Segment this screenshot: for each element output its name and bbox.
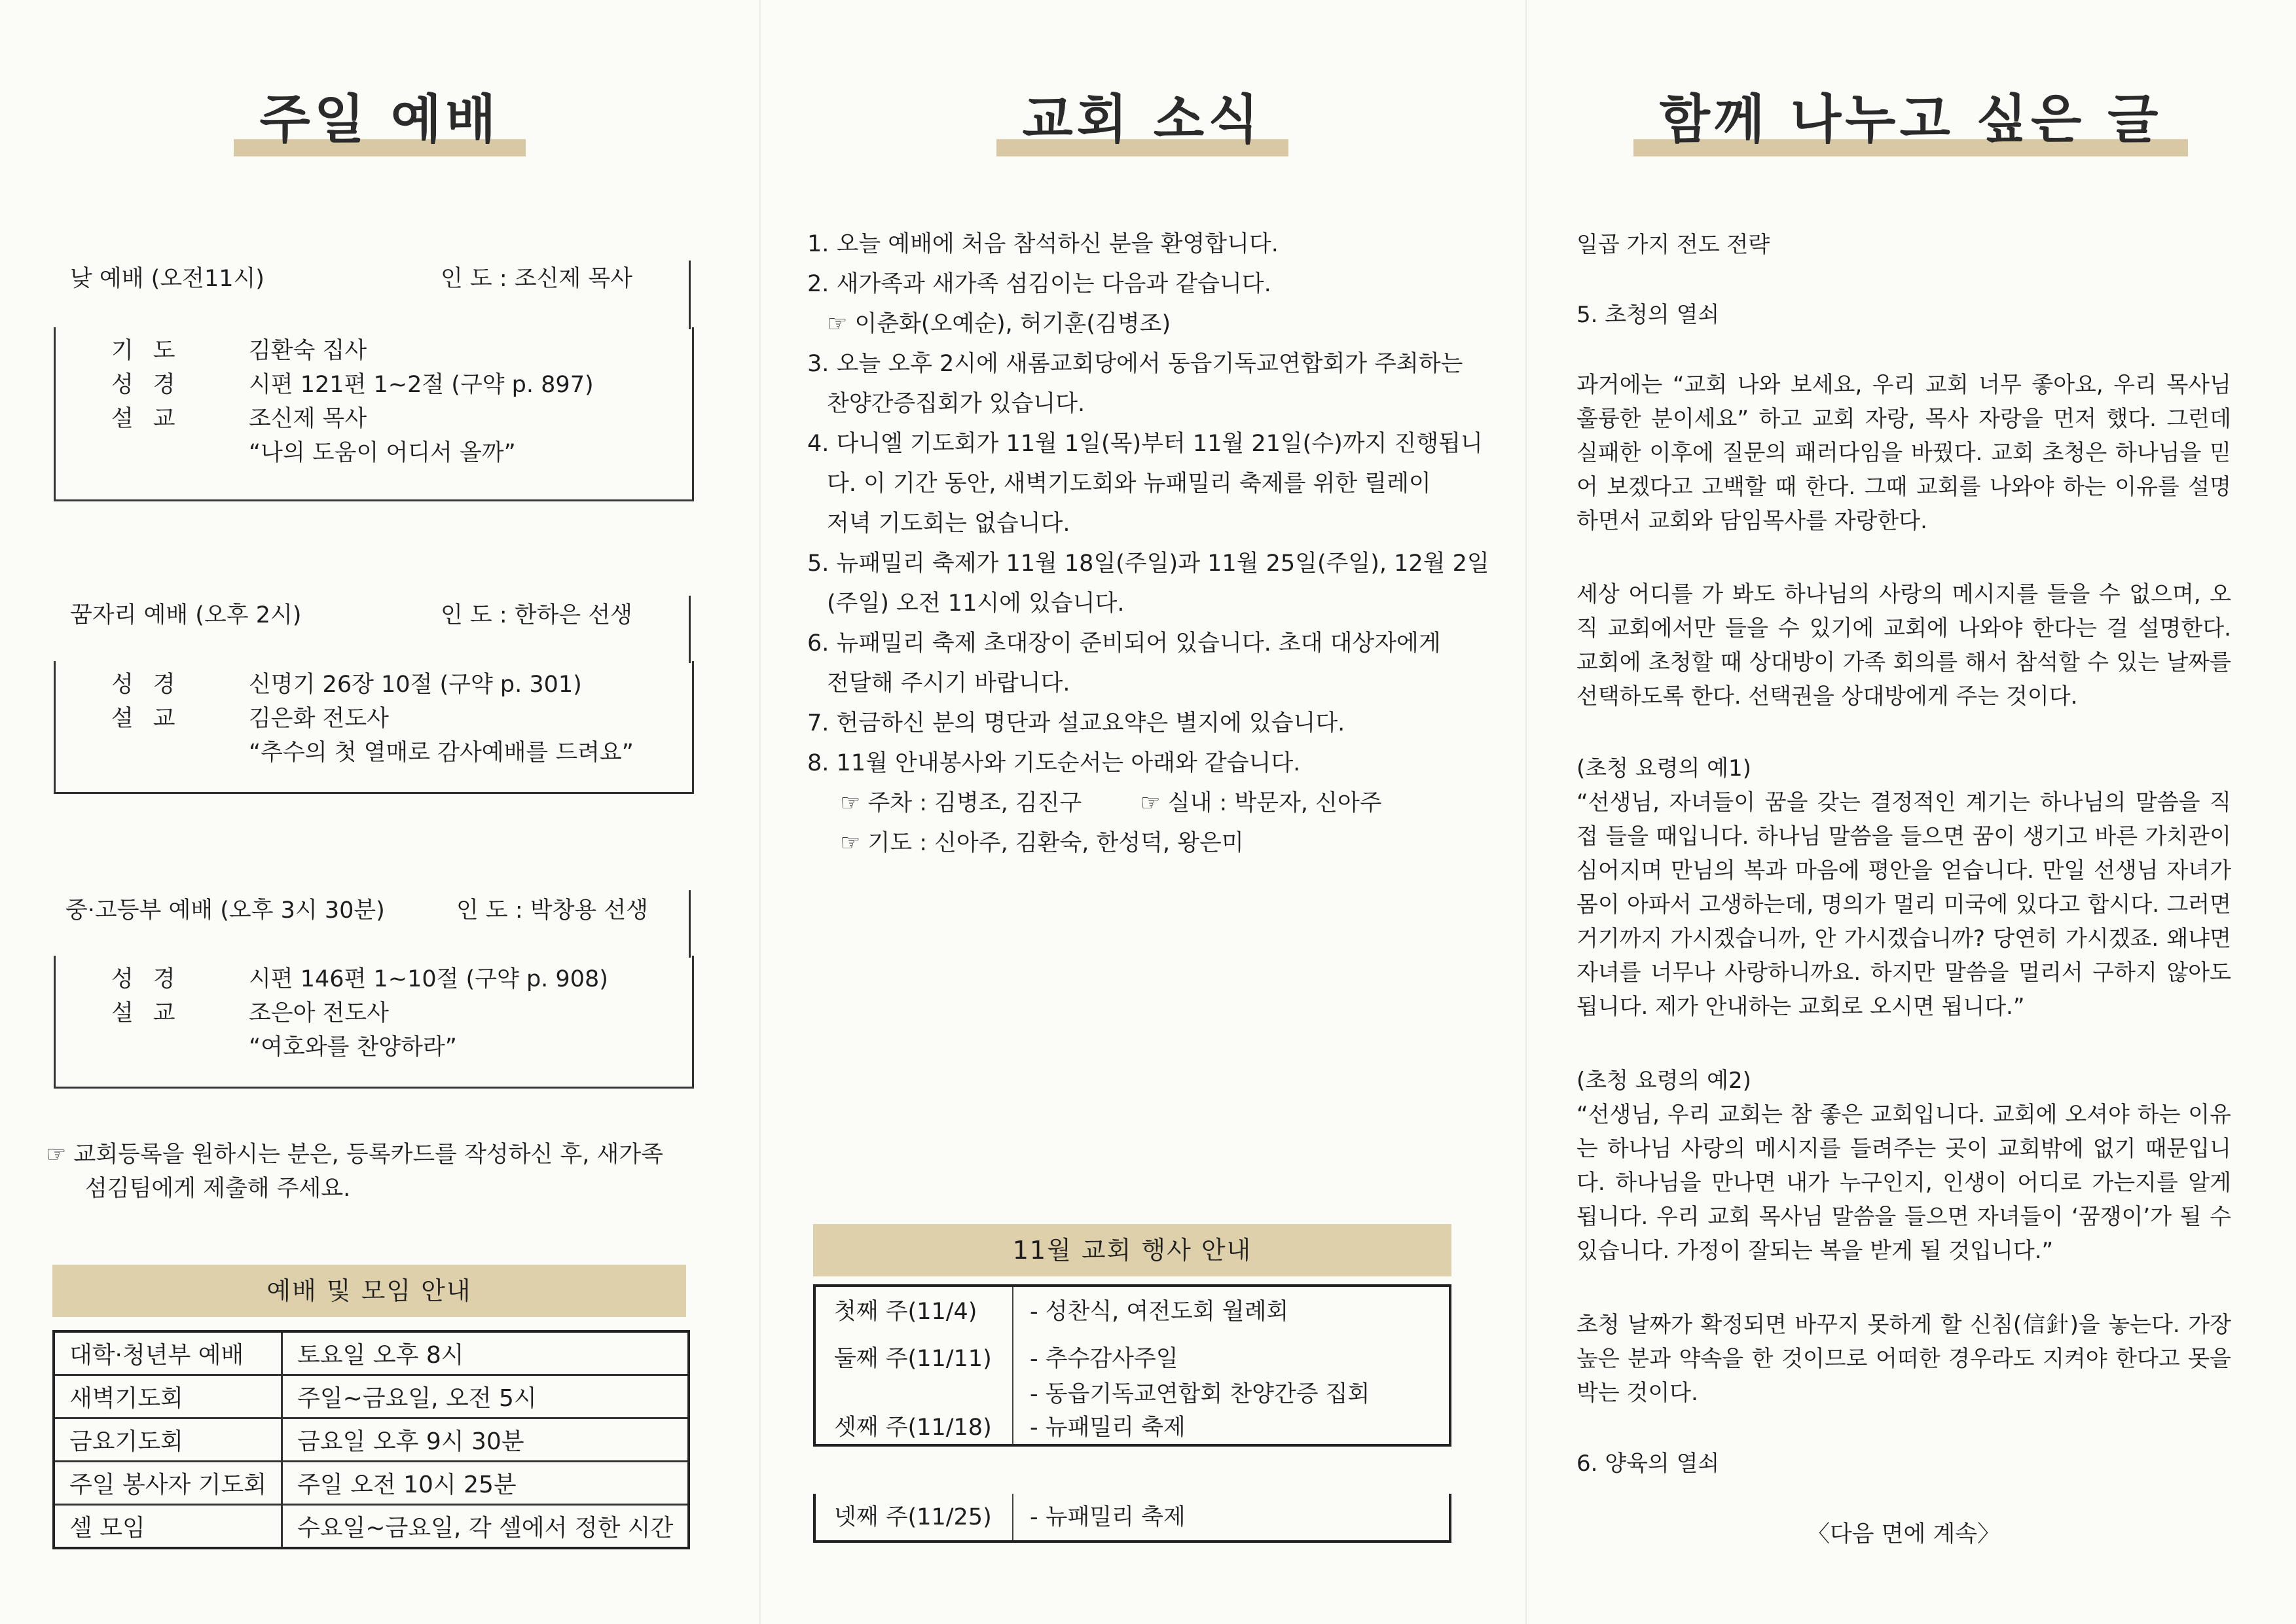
- news-line: 4. 다니엘 기도회가 11월 1일(목)부터 11월 21일(수)까지 진행됩니: [807, 431, 1483, 457]
- row-label: 성경: [111, 372, 195, 398]
- event-item: - 성찬식, 여전도회 월례회: [1030, 1299, 1289, 1325]
- events-divider: [1012, 1287, 1013, 1444]
- registration-note-line2: 섬김팀에게 제출해 주세요.: [85, 1176, 351, 1202]
- news-line: (주일) 오전 11시에 있습니다.: [827, 590, 1125, 617]
- schedule-time: 금요일 오후 9시 30분: [282, 1418, 689, 1462]
- essay-paragraph: 초청 날짜가 확정되면 바꾸지 못하게 할 신침(信針)을 놓는다. 가장 높은 분과 약속을 한 것이므로 어떠한 경우라도 지켜야 한다고 못을 박는 것이다.: [1576, 1312, 2231, 1406]
- row-label: 성경: [111, 966, 195, 992]
- news-line: ☞ 이춘화(오예순), 허기훈(김병조): [827, 311, 1171, 337]
- box-right-edge: [689, 596, 691, 663]
- essay-example-title: (초청 요령의 예2): [1576, 1068, 1751, 1094]
- church-news-heading-wrap: [759, 77, 1525, 156]
- sharing-title: 함께 나누고 싶은 글: [1633, 77, 2189, 156]
- fold-line-1: [759, 0, 761, 1624]
- schedule-time: 수요일~금요일, 각 셀에서 정한 시간: [282, 1505, 689, 1549]
- row-label: 성경: [111, 672, 195, 698]
- essay-paragraph: 세상 어디를 가 봐도 하나님의 사랑의 메시지를 들을 수 없으며, 오직 교회에서만 들을 수 있기에 교회에 나와야 한다는 걸 설명한다. 교회에 초청할 때 상대방이 가족 회의를 해서 참석할 수 있는 날짜를 선택하도록 한다. 선택권을 상대방에게 주는 것이다.: [1576, 581, 2231, 710]
- news-line: 다. 이 기간 동안, 새벽기도회와 뉴패밀리 축제를 위한 릴레이: [827, 471, 1431, 497]
- event-item: - 동읍기독교연합회 찬양간증 집회: [1030, 1381, 1370, 1407]
- schedule-name: 주일 봉사자 기도회: [54, 1462, 282, 1505]
- row-value: 시편 146편 1~10절 (구약 p. 908): [249, 966, 608, 992]
- news-line: 7. 헌금하신 분의 명단과 설교요약은 별지에 있습니다.: [807, 710, 1345, 736]
- essay-example: “선생님, 자녀들이 꿈을 갖는 결정적인 계기는 하나님의 말씀을 직접 들을 때입니다. 하나님 말씀을 들으면 꿈이 생기고 바른 가치관이 심어지며 만님의 복과 마음에 평안을 얻습니다. 만일 선생님 자녀가 몸이 아파서 고생하는데, 명의가 멀리 미국에 있다고 합시다. 그러면 거기까지 가시겠습니까, 안 가시겠습니까? 당연히 가시겠죠. 왜냐면 자녀를 너무나 사랑하니까요. 하지만 말씀을 멀리서 구하지 않아도 됩니다. 제가 안내하는 교회로 오시면 됩니다.”: [1576, 789, 2231, 1020]
- news-line: 8. 11월 안내봉사와 기도순서는 아래와 같습니다.: [807, 750, 1301, 776]
- event-week: 첫째 주(11/4): [834, 1299, 977, 1325]
- essay-subtitle: 일곱 가지 전도 전략: [1576, 232, 1770, 258]
- schedule-title: 예배 및 모임 안내: [266, 1276, 472, 1305]
- schedule-time: 주일 오전 10시 25분: [282, 1462, 689, 1505]
- service-leader: 인 도 : 한하은 선생: [441, 602, 632, 628]
- row-label: 설교: [111, 1000, 195, 1026]
- row-value: 김은화 전도사: [249, 706, 389, 732]
- row-value: 시편 121편 1~2절 (구약 p. 897): [249, 372, 594, 398]
- events-title-bar: [813, 1224, 1451, 1276]
- event-item: - 뉴패밀리 축제: [1030, 1415, 1186, 1441]
- essay-section-5: 5. 초청의 열쇠: [1576, 302, 1720, 328]
- row-value: 신명기 26장 10절 (구약 p. 301): [249, 672, 582, 698]
- schedule-table: [52, 1330, 690, 1549]
- sermon-title: “나의 도움이 어디서 올까”: [249, 440, 516, 466]
- news-line: 2. 새가족과 새가족 섬김이는 다음과 같습니다.: [807, 271, 1271, 297]
- sermon-title: “추수의 첫 열매로 감사예배를 드려요”: [249, 740, 634, 766]
- news-line: ☞ 주차 : 김병조, 김진구 ☞ 실내 : 박문자, 신아주: [840, 790, 1382, 816]
- row-label: 기도: [111, 338, 195, 364]
- news-line: 전달해 주시기 바랍니다.: [827, 670, 1070, 696]
- schedule-name: 금요기도회: [54, 1418, 282, 1462]
- schedule-title-bar: [52, 1265, 686, 1317]
- event-week: 둘째 주(11/11): [834, 1346, 992, 1372]
- table-row: [54, 1505, 689, 1549]
- schedule-time: 주일~금요일, 오전 5시: [282, 1375, 689, 1418]
- row-label: 설교: [111, 406, 195, 432]
- service-name: 중·고등부 예배 (오후 3시 30분): [65, 897, 385, 924]
- news-line: 저녁 기도회는 없습니다.: [827, 511, 1070, 537]
- news-line: 1. 오늘 예배에 처음 참석하신 분을 환영합니다.: [807, 231, 1279, 257]
- registration-note: [46, 1138, 663, 1206]
- schedule-name: 셀 모임: [54, 1505, 282, 1549]
- essay-example-title: (초청 요령의 예1): [1576, 755, 1751, 782]
- table-row: [54, 1462, 689, 1505]
- event-week: 넷째 주(11/25): [834, 1504, 992, 1530]
- schedule-name: 새벽기도회: [54, 1375, 282, 1418]
- church-news-list: [807, 225, 1489, 863]
- news-line: ☞ 기도 : 신아주, 김환숙, 한성덕, 왕은미: [840, 830, 1244, 856]
- box-right-edge: [689, 261, 691, 329]
- events-title: 11월 교회 행사 안내: [1012, 1236, 1252, 1265]
- table-row: [54, 1375, 689, 1418]
- row-value: 조은아 전도사: [249, 1000, 389, 1026]
- sermon-title: “여호와를 찬양하라”: [249, 1034, 457, 1060]
- service-name: 낮 예배 (오전11시): [70, 266, 264, 292]
- row-value: 조신제 목사: [249, 406, 367, 432]
- event-item: - 추수감사주일: [1030, 1346, 1178, 1372]
- table-row: [54, 1331, 689, 1375]
- service-leader: 인 도 : 박창용 선생: [456, 897, 648, 924]
- table-row: [54, 1418, 689, 1462]
- news-line: 3. 오늘 오후 2시에 새롬교회당에서 동읍기독교연합회가 주최하는: [807, 351, 1463, 377]
- events-divider: [1012, 1494, 1013, 1540]
- event-week: 셋째 주(11/18): [834, 1415, 992, 1441]
- row-value: 김환숙 집사: [249, 338, 367, 364]
- schedule-name: 대학·청년부 예배: [54, 1331, 282, 1375]
- row-label: 설교: [111, 706, 195, 732]
- essay-example: “선생님, 우리 교회는 참 좋은 교회입니다. 교회에 오셔야 하는 이유는 하나님 사랑의 메시지를 들려주는 곳이 교회밖에 없기 때문입니다. 하나님을 만나면 내가 누구인지, 인생이 어디로 가는지를 알게 됩니다. 우리 교회 목사님 말씀을 들으면 자녀들이 ‘꿈쟁이’가 될 수 있습니다. 가정이 잘되는 복을 받게 될 것입니다.”: [1576, 1102, 2231, 1264]
- sunday-worship-heading-wrap: [0, 77, 759, 156]
- news-line: 찬양간증집회가 있습니다.: [827, 391, 1085, 417]
- events-table: [813, 1284, 1451, 1447]
- event-item: - 뉴패밀리 축제: [1030, 1504, 1186, 1530]
- church-news-title: 교회 소식: [996, 77, 1289, 156]
- news-line: 6. 뉴패밀리 축제 초대장이 준비되어 있습니다. 초대 대상자에게: [807, 630, 1441, 657]
- schedule-time: 토요일 오후 8시: [282, 1331, 689, 1375]
- service-name: 꿈자리 예배 (오후 2시): [70, 602, 302, 628]
- sunday-worship-title: 주일 예배: [234, 77, 526, 156]
- box-right-edge: [689, 890, 691, 958]
- registration-note-line1: ☞ 교회등록을 원하시는 분은, 등록카드를 작성하신 후, 새가족: [46, 1142, 663, 1168]
- sunday-worship-column: [0, 0, 759, 1624]
- service-leader: 인 도 : 조신제 목사: [441, 266, 632, 292]
- fold-line-2: [1525, 0, 1527, 1624]
- continued-note: 〈다음 면에 계속〉: [1807, 1521, 2001, 1547]
- news-line: 5. 뉴패밀리 축제가 11월 18일(주일)과 11월 25일(주일), 12월 2일: [807, 550, 1489, 577]
- essay-paragraph: 과거에는 “교회 나와 보세요, 우리 교회 너무 좋아요, 우리 목사님 훌륭한 분이세요” 하고 교회 자랑, 목사 자랑을 먼저 했다. 그런데 실패한 이후에 질문의 패러다임을 바꿨다. 교회 초청은 하나님을 믿어 보겠다고 고백할 때 한다. 그때 교회를 나와야 하는 이유를 설명하면서 교회와 담임목사를 자랑한다.: [1576, 372, 2231, 534]
- essay-section-6: 6. 양육의 열쇠: [1576, 1451, 1720, 1477]
- events-last-row: [813, 1494, 1451, 1543]
- sharing-heading-wrap: [1525, 77, 2296, 156]
